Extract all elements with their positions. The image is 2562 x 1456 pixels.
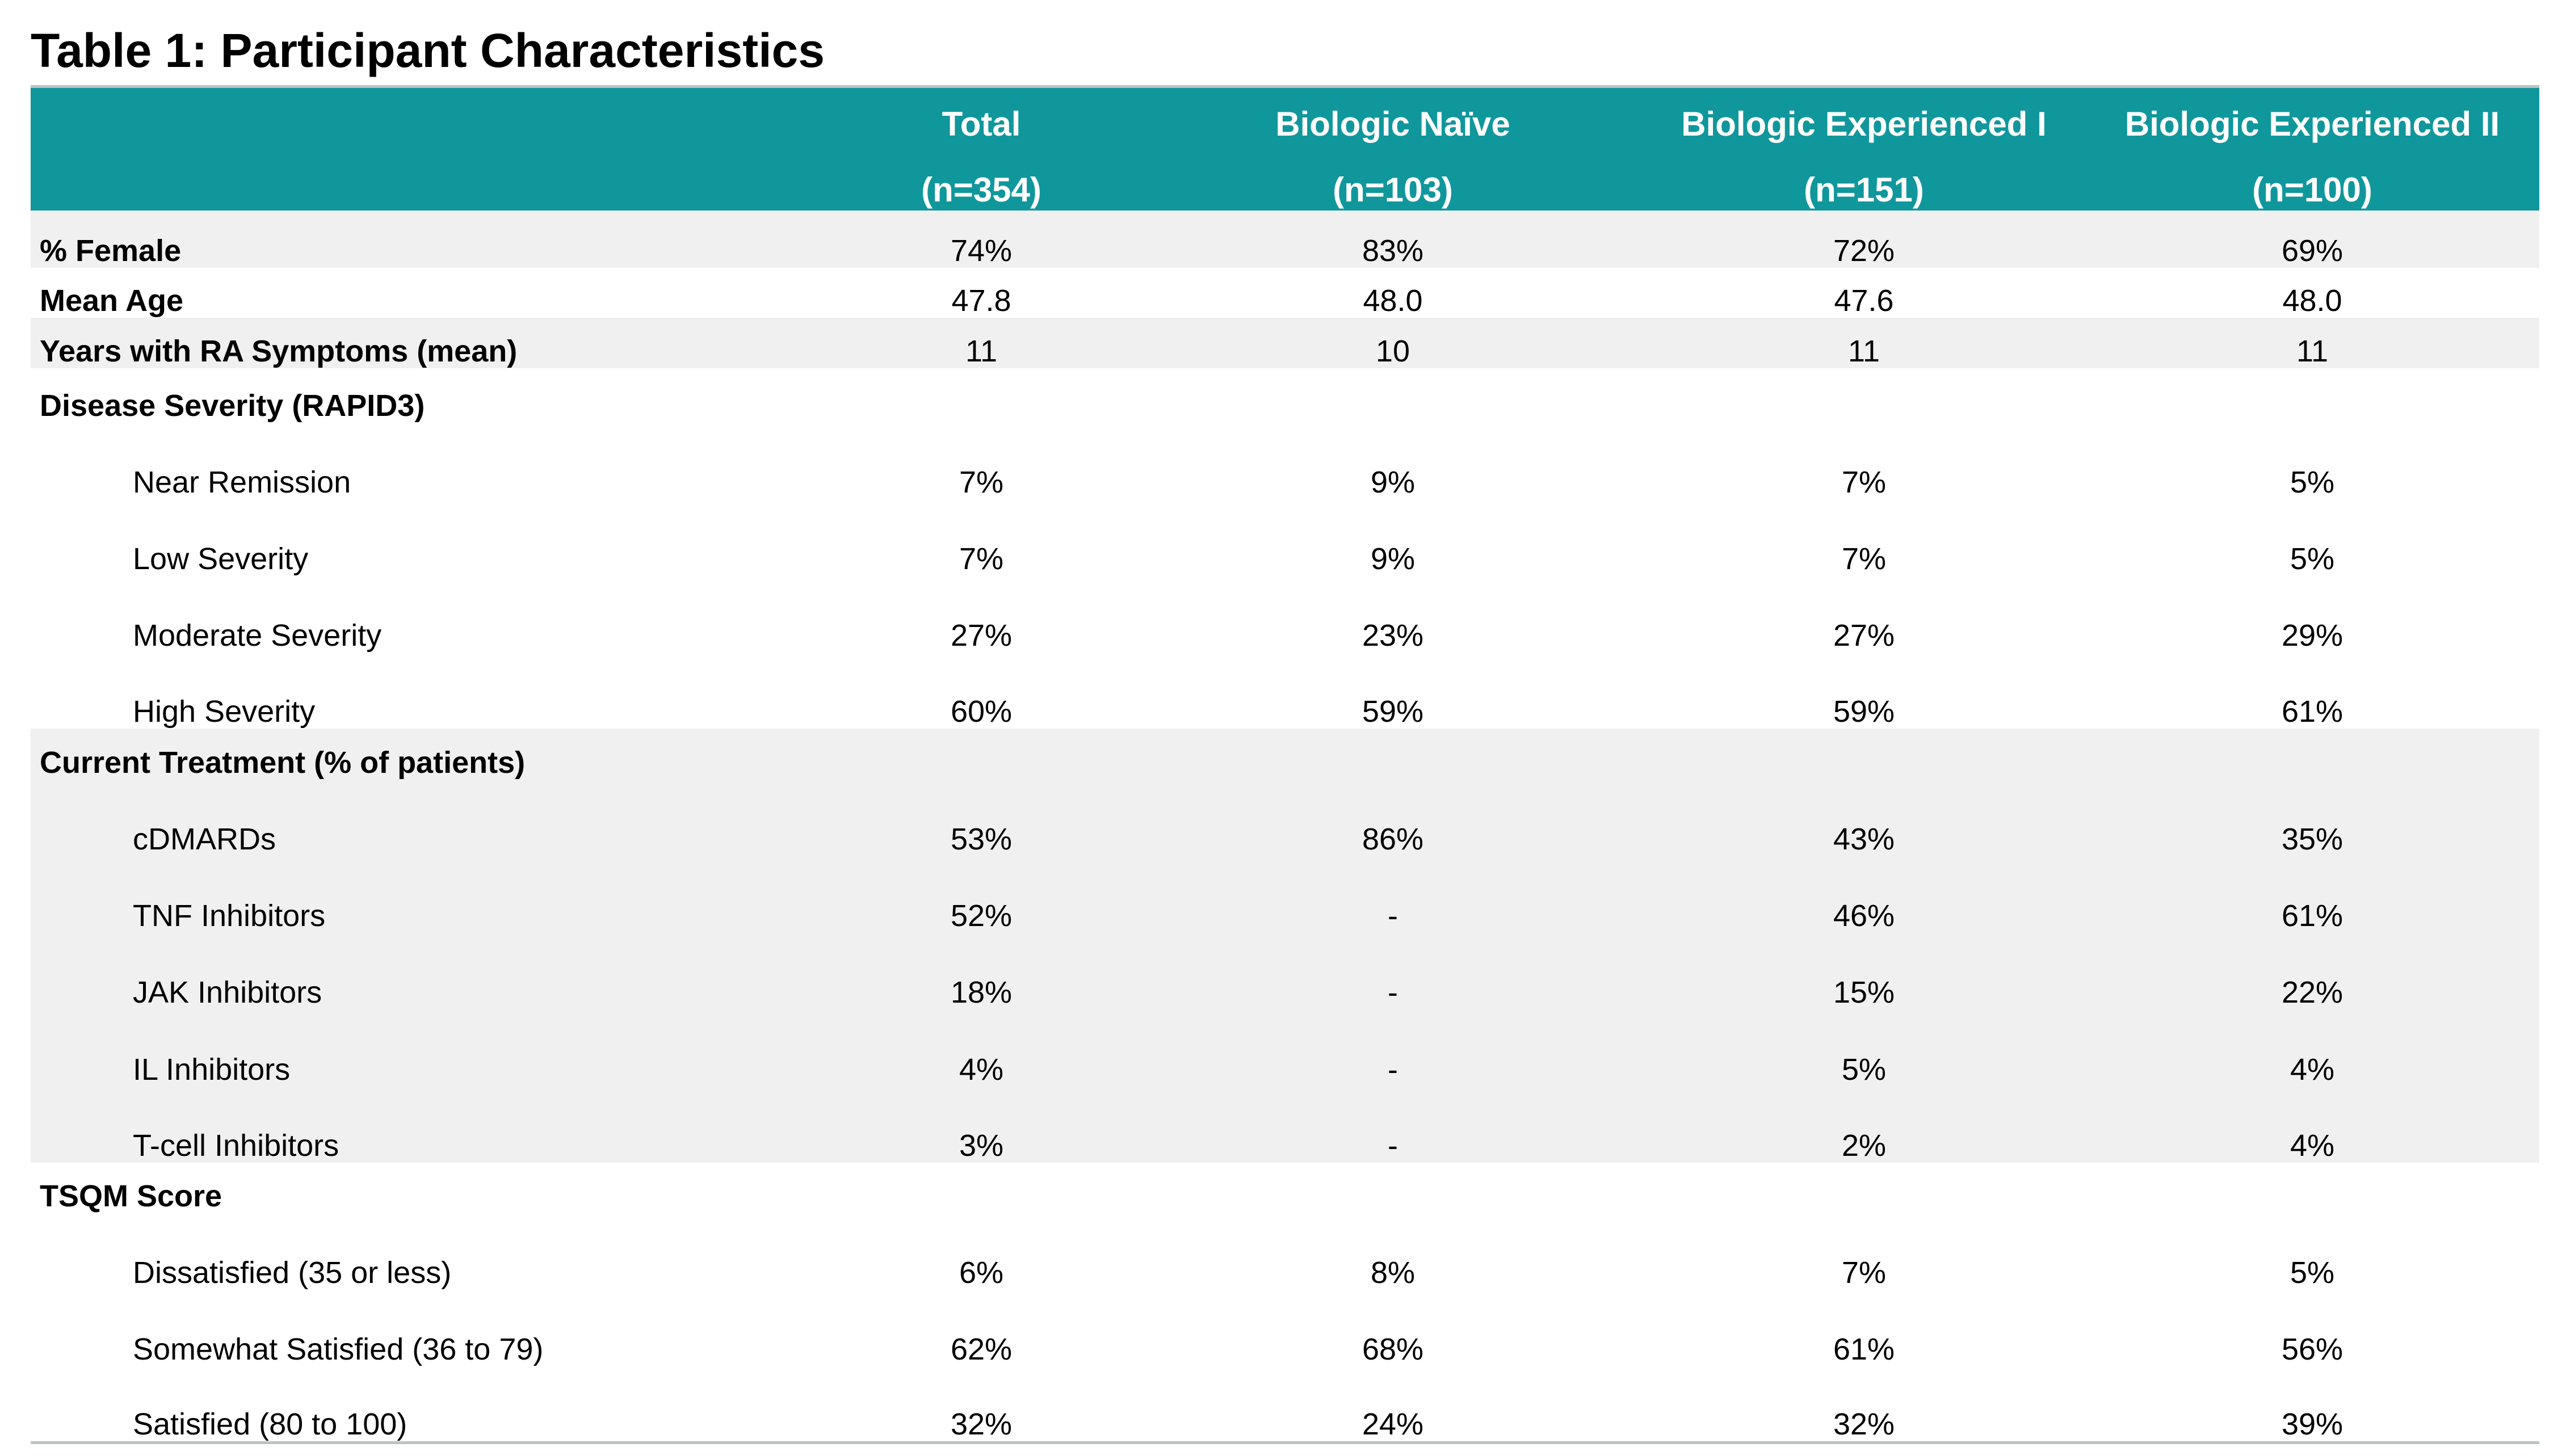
cell-value: 22% bbox=[2281, 975, 2343, 1009]
row-label: IL Inhibitors bbox=[133, 1053, 291, 1087]
table-row bbox=[31, 1163, 2539, 1213]
cell-value: 11 bbox=[965, 334, 998, 368]
cell-value: 4% bbox=[2290, 1129, 2335, 1163]
row-label: TSQM Score bbox=[40, 1179, 222, 1213]
table-row bbox=[31, 423, 2539, 499]
column-header-n: (n=103) bbox=[1333, 171, 1453, 209]
row-label: T-cell Inhibitors bbox=[133, 1129, 339, 1163]
cell-value: 4% bbox=[2290, 1053, 2335, 1087]
row-label: JAK Inhibitors bbox=[133, 975, 322, 1009]
column-header-name: Biologic Experienced I bbox=[1681, 105, 2047, 143]
table-row bbox=[31, 1009, 2539, 1087]
table-row bbox=[31, 933, 2539, 1009]
cell-value: 61% bbox=[2281, 899, 2343, 933]
cell-value: 62% bbox=[950, 1332, 1013, 1366]
row-label: Moderate Severity bbox=[133, 618, 382, 653]
table-row bbox=[31, 653, 2539, 729]
cell-value: - bbox=[1388, 1053, 1398, 1087]
cell-value: - bbox=[1388, 1129, 1398, 1163]
cell-value: 60% bbox=[950, 695, 1013, 729]
row-label: Years with RA Symptoms (mean) bbox=[40, 334, 518, 368]
column-header-name: Biologic Naïve bbox=[1275, 105, 1510, 143]
cell-value: 11 bbox=[2296, 334, 2329, 368]
table-row bbox=[31, 856, 2539, 933]
cell-value: 7% bbox=[959, 542, 1004, 576]
cell-value: 2% bbox=[1841, 1129, 1887, 1163]
cell-value: 72% bbox=[1833, 234, 1895, 268]
column-header-n: (n=151) bbox=[1804, 171, 1924, 209]
cell-value: 11 bbox=[1847, 334, 1880, 368]
row-label: Disease Severity (RAPID3) bbox=[40, 389, 425, 423]
cell-value: 69% bbox=[2281, 234, 2343, 268]
cell-value: 10 bbox=[1375, 334, 1410, 368]
table-row bbox=[31, 368, 2539, 423]
cell-value: 56% bbox=[2281, 1332, 2343, 1366]
table-row bbox=[31, 1213, 2539, 1290]
row-label: cDMARDs bbox=[133, 822, 276, 856]
column-header-n: (n=100) bbox=[2252, 171, 2372, 209]
row-label: Satisfied (80 to 100) bbox=[133, 1407, 408, 1441]
cell-value: 48.0 bbox=[1363, 284, 1423, 318]
cell-value: 24% bbox=[1362, 1407, 1424, 1441]
cell-value: 48.0 bbox=[2282, 284, 2342, 318]
cell-value: 61% bbox=[1833, 1332, 1895, 1366]
table-header bbox=[31, 88, 2539, 211]
cell-value: 29% bbox=[2281, 618, 2343, 653]
column-header-biologic-experienced-2 bbox=[2085, 88, 2539, 211]
cell-value: 7% bbox=[1841, 465, 1887, 499]
cell-value: 15% bbox=[1833, 975, 1895, 1009]
cell-value: - bbox=[1388, 899, 1398, 933]
cell-value: 68% bbox=[1362, 1332, 1424, 1366]
table-row bbox=[31, 318, 2539, 368]
row-label: Low Severity bbox=[133, 542, 309, 576]
table-row bbox=[31, 729, 2539, 780]
cell-value: 52% bbox=[950, 899, 1013, 933]
cell-value: 27% bbox=[950, 618, 1013, 653]
table-row bbox=[31, 1087, 2539, 1163]
cell-value: 5% bbox=[2290, 542, 2335, 576]
cell-value: 7% bbox=[959, 465, 1004, 499]
cell-value: 46% bbox=[1833, 899, 1895, 933]
column-header-name: Biologic Experienced II bbox=[2124, 105, 2500, 143]
cell-value: 3% bbox=[959, 1129, 1004, 1163]
cell-value: 7% bbox=[1841, 1256, 1887, 1290]
table-row bbox=[31, 499, 2539, 576]
cell-value: 5% bbox=[1841, 1053, 1887, 1087]
table-row bbox=[31, 780, 2539, 856]
row-label: TNF Inhibitors bbox=[133, 899, 326, 933]
row-label: High Severity bbox=[133, 695, 316, 729]
cell-value: 23% bbox=[1362, 618, 1424, 653]
table-bottom-rule bbox=[31, 1441, 2539, 1444]
cell-value: 9% bbox=[1370, 465, 1416, 499]
cell-value: 5% bbox=[2290, 1256, 2335, 1290]
row-label: Mean Age bbox=[40, 284, 184, 318]
cell-value: 8% bbox=[1370, 1256, 1416, 1290]
cell-value: 47.8 bbox=[951, 284, 1011, 318]
table-row bbox=[31, 211, 2539, 268]
cell-value: 7% bbox=[1841, 542, 1887, 576]
cell-value: 53% bbox=[950, 822, 1013, 856]
column-header-biologic-naive bbox=[1228, 88, 1557, 211]
table-title: Table 1: Participant Characteristics bbox=[31, 24, 825, 77]
table-row bbox=[31, 576, 2539, 653]
cell-value: 18% bbox=[950, 975, 1013, 1009]
row-label: Current Treatment (% of patients) bbox=[40, 746, 526, 780]
table-row bbox=[31, 1366, 2539, 1441]
column-header-n: (n=354) bbox=[921, 171, 1041, 209]
cell-value: 86% bbox=[1362, 822, 1424, 856]
cell-value: 61% bbox=[2281, 695, 2343, 729]
column-header-biologic-experienced-1 bbox=[1614, 88, 2114, 211]
cell-value: 9% bbox=[1370, 542, 1416, 576]
table-row bbox=[31, 1290, 2539, 1366]
participant-table bbox=[31, 85, 2539, 1444]
cell-value: 35% bbox=[2281, 822, 2343, 856]
cell-value: 5% bbox=[2290, 465, 2335, 499]
table-body bbox=[31, 211, 2539, 1441]
cell-value: 47.6 bbox=[1834, 284, 1894, 318]
cell-value: 32% bbox=[1833, 1407, 1895, 1441]
cell-value: - bbox=[1388, 975, 1398, 1009]
cell-value: 59% bbox=[1362, 695, 1424, 729]
row-label: Near Remission bbox=[133, 465, 351, 499]
cell-value: 74% bbox=[950, 234, 1013, 268]
cell-value: 32% bbox=[950, 1407, 1013, 1441]
cell-value: 59% bbox=[1833, 695, 1895, 729]
cell-value: 39% bbox=[2281, 1407, 2343, 1441]
column-header-total bbox=[825, 88, 1137, 211]
row-label: Somewhat Satisfied (36 to 79) bbox=[133, 1332, 544, 1366]
row-label: Dissatisfied (35 or less) bbox=[133, 1256, 452, 1290]
column-header-name: Total bbox=[942, 105, 1021, 143]
row-label: % Female bbox=[40, 234, 182, 268]
cell-value: 43% bbox=[1833, 822, 1895, 856]
cell-value: 83% bbox=[1362, 234, 1424, 268]
table-row bbox=[31, 268, 2539, 318]
cell-value: 6% bbox=[959, 1256, 1004, 1290]
cell-value: 4% bbox=[959, 1053, 1004, 1087]
cell-value: 27% bbox=[1833, 618, 1895, 653]
